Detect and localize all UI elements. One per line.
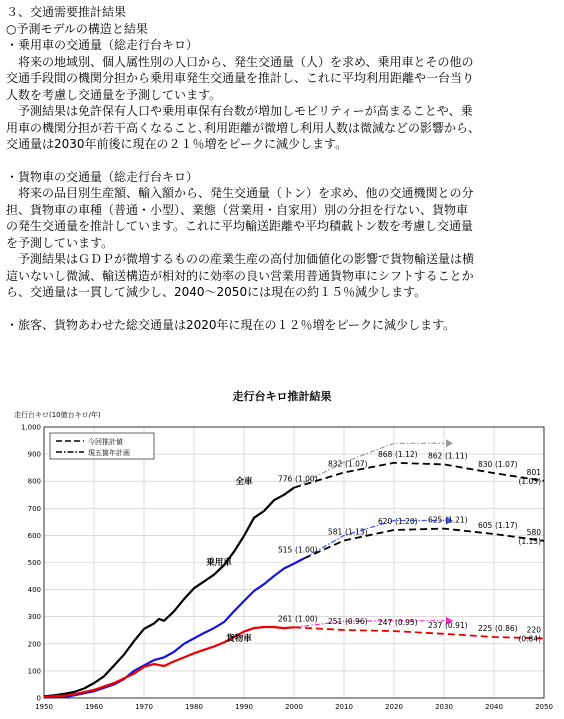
freight-p2-line: ら、交通量は一貫して減少し、2040～2050には現在の約１５％減少します。 (6, 285, 427, 299)
legend (50, 433, 154, 459)
section-subheading: ○予測モデルの構造と結果 (6, 21, 148, 36)
y-tick-label: 200 (27, 640, 41, 649)
x-tick-label: 1970 (135, 703, 153, 711)
freight-value-label: 220 (526, 625, 541, 635)
total-series-label: 全車 (235, 476, 253, 487)
passenger-title: ・乗用車の交通量（総走行台キロ） (6, 38, 199, 52)
freight-value-label: 261 (278, 614, 293, 624)
passenger-old-plan-line (304, 521, 444, 559)
freight-value-label: 251 (328, 616, 343, 626)
freight-ratio-label: (0.91) (445, 620, 468, 630)
data-labels (206, 450, 541, 644)
passenger-p1-line: 人数を考慮し交通量を予測しています。 (6, 87, 222, 102)
total-ratio-label: (1.11) (445, 451, 468, 461)
total-ratio-label: (1.12) (395, 449, 418, 459)
x-tick-label: 2050 (535, 703, 553, 711)
freight-value-label: 225 (478, 624, 493, 634)
passenger-value-label: 625 (428, 515, 443, 525)
x-tick-label: 2000 (285, 703, 303, 711)
legend-label-current: 今回推計値 (88, 438, 123, 446)
total-ratio-label: (1.07) (495, 460, 518, 470)
passenger-ratio-label: (1.13) (345, 527, 368, 537)
total-value-label: 776 (278, 474, 293, 484)
total-summary: ・旅客、貨物あわせた総交通量は2020年に現在の１２％増をピークに減少します。 (6, 317, 456, 332)
passenger-ratio-label: (1.21) (445, 515, 468, 525)
total-value-label: 862 (428, 451, 443, 461)
freight-series-label: 貨物車 (226, 634, 252, 645)
x-tick-label: 2010 (335, 703, 353, 711)
freight-ratio-label: (1.00) (295, 614, 318, 624)
freight-ratio-label: (0.86) (495, 624, 518, 634)
freight-ratio-label: (0.84) (518, 634, 541, 644)
y-tick-label: 400 (27, 586, 41, 595)
freight-value-label: 237 (428, 620, 443, 630)
freight-p1-line: 将来の品目別生産額、輸入額から、発生交通量（トン）を求め、他の交通機関との分 (18, 186, 474, 200)
chart-title: 走行台キロ推計結果 (232, 390, 332, 403)
total-historical-line (44, 488, 294, 697)
x-tick-label: 2040 (485, 703, 503, 711)
y-tick-label: 100 (27, 667, 41, 676)
y-tick-label: 500 (27, 559, 41, 567)
passenger-p2-line: 用車の機関分担が若干高くなること､利用距離が微増し利用人数は微減などの影響から、 (6, 120, 481, 135)
legend-label-plan: 現五箇年計画 (88, 449, 130, 457)
total-ratio-label: (1.00) (295, 474, 318, 484)
freight-value-label: 247 (378, 618, 393, 628)
passenger-value-label: 580 (526, 527, 541, 537)
freight-historical-line (44, 627, 294, 697)
total-value-label: 830 (478, 460, 493, 470)
freight-p2-line: 予測結果はＧＤＰが微増するものの産業生産の高付加価値化の影響で貨物輸送量は横 (18, 252, 475, 266)
freight-ratio-label: (0.96) (345, 616, 368, 626)
total-ratio-label: (1.03) (518, 476, 541, 486)
passenger-ratio-label: (1.13) (518, 536, 541, 546)
x-tick-label: 1950 (35, 703, 53, 711)
passenger-value-label: 605 (478, 521, 493, 531)
y-tick-label: 700 (27, 504, 41, 513)
passenger-ratio-label: (1.20) (395, 516, 418, 526)
x-tick-label: 1990 (235, 703, 253, 711)
y-axis-label: 走行台キロ(10億台キロ/年) (14, 411, 101, 419)
passenger-value-label: 515 (278, 545, 293, 555)
passenger-ratio-label: (1.00) (295, 545, 318, 555)
freight-p2-line: 這いないし微減、輸送構造が相対的に効率の良い営業用普通貨物車にシフトすることか (6, 268, 474, 283)
y-tick-label: 600 (27, 531, 41, 540)
passenger-value-label: 620 (378, 516, 393, 526)
x-tick-label: 2030 (435, 703, 453, 711)
passenger-value-label: 581 (328, 527, 343, 537)
total-ratio-label: (1.07) (345, 459, 368, 469)
section-heading: ３、交通需要推計結果 (6, 5, 127, 19)
passenger-series-label: 乗用車 (206, 558, 232, 569)
passenger-p2-line: 予測結果は免許保有人口や乗用車保有台数が増加しモビリティーが高まることや、乗 (18, 104, 473, 118)
total-value-label: 868 (378, 449, 393, 459)
passenger-ratio-label: (1.17) (495, 521, 518, 531)
x-tick-label: 1980 (185, 703, 203, 711)
x-tick-label: 2020 (385, 703, 403, 711)
freight-title: ・貨物車の交通量（総走行台キロ） (6, 169, 199, 184)
y-tick-label: 1,000 (20, 423, 41, 432)
passenger-p2-line: 交通量は2030年前後に現在の２１％増をピークに減少します。 (6, 137, 348, 151)
freight-p1-line: を予測しています。 (6, 235, 114, 250)
passenger-p1-line: 交通手段間の機関分担から乗用車発生交通量を推計し、これに平均利用距離や一台当り (6, 71, 475, 85)
y-tick-label: 900 (27, 450, 41, 459)
y-tick-label: 300 (27, 613, 41, 622)
total-old-plan-arrow (446, 439, 453, 447)
total-value-label: 801 (526, 467, 541, 477)
freight-p1-line: 担、貨物車の車種（普通・小型）、業態（営業用・自家用）別の分担を行ない、貨物車 (6, 202, 469, 217)
freight-p1-line: の発生交通量を推計しています。これに平均輸送距離や平均積載トン数を考慮し交通量 (6, 219, 474, 233)
y-tick-label: 0 (36, 694, 41, 703)
passenger-p1-line: 将来の地域別、個人属性別の人口から、発生交通量（人）を求め、乗用車とその他の (18, 54, 474, 69)
total-value-label: 832 (328, 459, 343, 469)
freight-ratio-label: (0.95) (395, 618, 418, 628)
x-tick-label: 1960 (85, 703, 103, 711)
y-tick-label: 800 (27, 477, 41, 486)
